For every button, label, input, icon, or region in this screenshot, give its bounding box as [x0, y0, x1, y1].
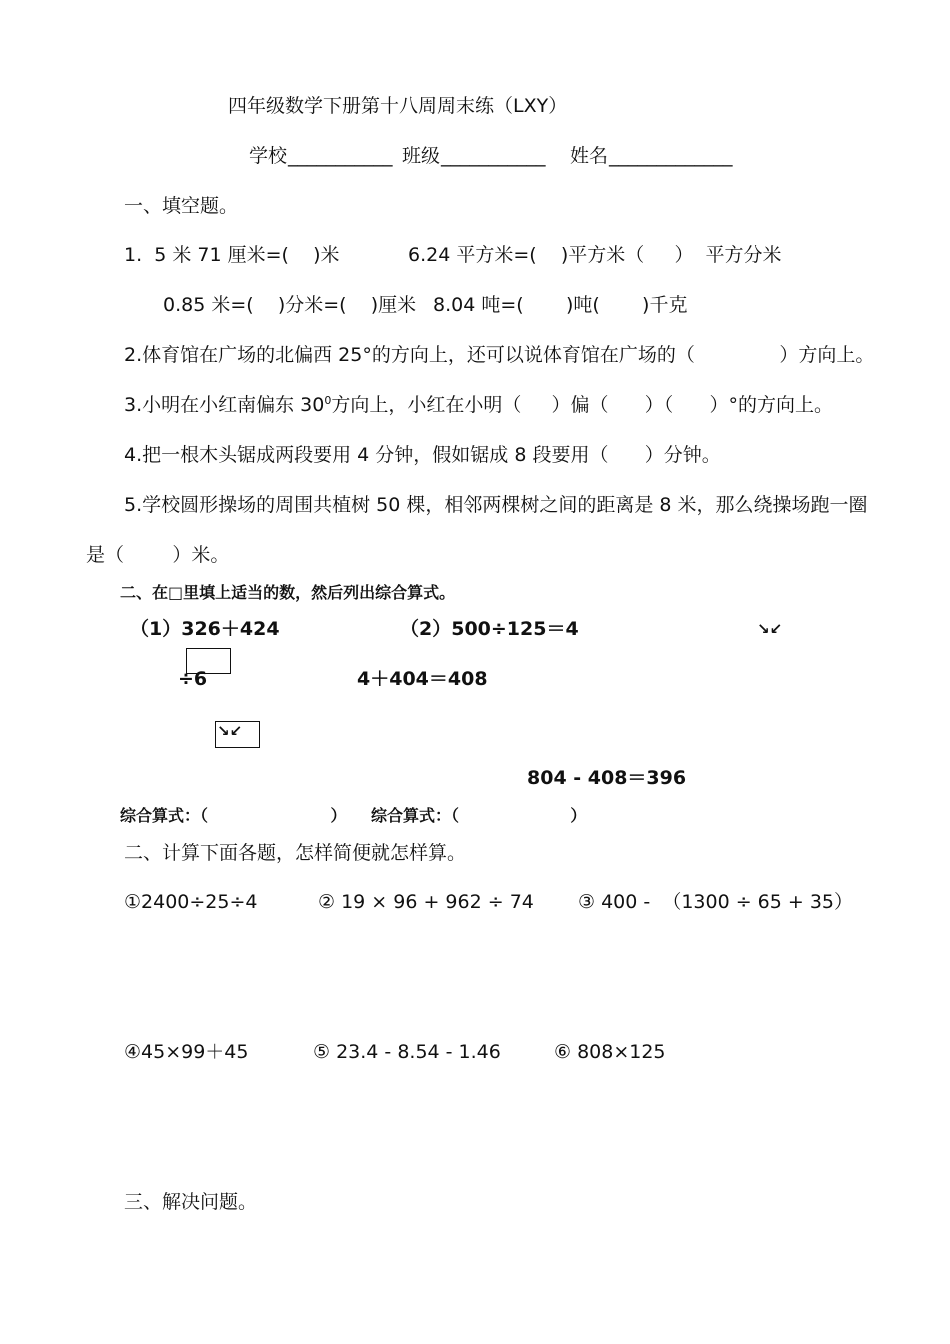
section-1-heading: 一、填空题。 — [124, 195, 239, 217]
problem-2-expression: （2）500÷125＝4 — [400, 618, 579, 640]
q1-line1-b: 6.24 平方米=( )平方米（ ） 平方分米 — [408, 244, 782, 266]
section-2-heading: 二、在□里填上适当的数，然后列出综合算式。 — [120, 583, 456, 602]
q3-after: 方向上，小红在小明（ ）偏（ ）（ ）°的方向上。 — [331, 394, 834, 416]
question-2: 2.体育馆在广场的北偏西 25°的方向上，还可以说体育馆在广场的（ ）方向上。 — [124, 344, 875, 366]
q1-line2-a: 0.85 米=( )分米=( )厘米 — [163, 294, 417, 316]
class-label: 班级 — [402, 145, 441, 167]
exercise-2: ② 19 × 96 + 962 ÷ 74 — [318, 891, 534, 913]
problem-1-expression: （1）326＋424 — [130, 618, 280, 640]
page-title: 四年级数学下册第十八周周末练（LXY） — [228, 95, 568, 117]
question-5-line1: 5.学校圆形操场的周围共植树 50 棵，相邻两棵树之间的距离是 8 米，那么绕操场跑一圈 — [124, 494, 868, 516]
problem-2-step-2: 4＋404＝408 — [357, 668, 488, 690]
combined-formula-2: 综合算式：（ ） — [371, 806, 587, 825]
school-field[interactable]: ___________ — [288, 145, 393, 167]
problem-1-divide: ÷6 — [178, 668, 208, 690]
q1-line1-a: 1. 5 米 71 厘米=( )米 — [124, 244, 340, 266]
arrows-glyph: ↘↙ — [757, 620, 783, 638]
q3-superscript: 0 — [324, 394, 332, 407]
combined-formula-1: 综合算式：（ ） — [120, 806, 347, 825]
question-4: 4.把一根木头锯成两段要用 4 分钟，假如锯成 8 段要用（ ）分钟。 — [124, 444, 721, 466]
q1-line2-b: 8.04 吨=( )吨( )千克 — [433, 294, 688, 316]
box-arrows-glyph: ↘↙ — [217, 722, 243, 740]
question-5-line2: 是（ ）米。 — [86, 544, 230, 566]
exercise-6: ⑥ 808×125 — [554, 1041, 666, 1063]
school-label: 学校 — [249, 145, 288, 167]
exercise-1: ①2400÷25÷4 — [124, 891, 258, 913]
question-3 — [124, 393, 833, 417]
exercise-5: ⑤ 23.4 - 8.54 - 1.46 — [313, 1041, 501, 1063]
problem-2-step-3: 804 - 408＝396 — [527, 767, 687, 789]
exercise-4: ④45×99＋45 — [124, 1041, 249, 1063]
exercise-3: ③ 400 - （1300 ÷ 65 + 35） — [578, 891, 854, 913]
section-3-heading: 二、计算下面各题，怎样简便就怎样算。 — [124, 842, 467, 864]
q3-before: 3.小明在小红南偏东 30 — [124, 394, 325, 416]
section-4-heading: 三、解决问题。 — [124, 1191, 258, 1213]
name-field[interactable]: _____________ — [609, 145, 733, 167]
name-label: 姓名 — [570, 145, 609, 167]
class-field[interactable]: ___________ — [441, 145, 546, 167]
